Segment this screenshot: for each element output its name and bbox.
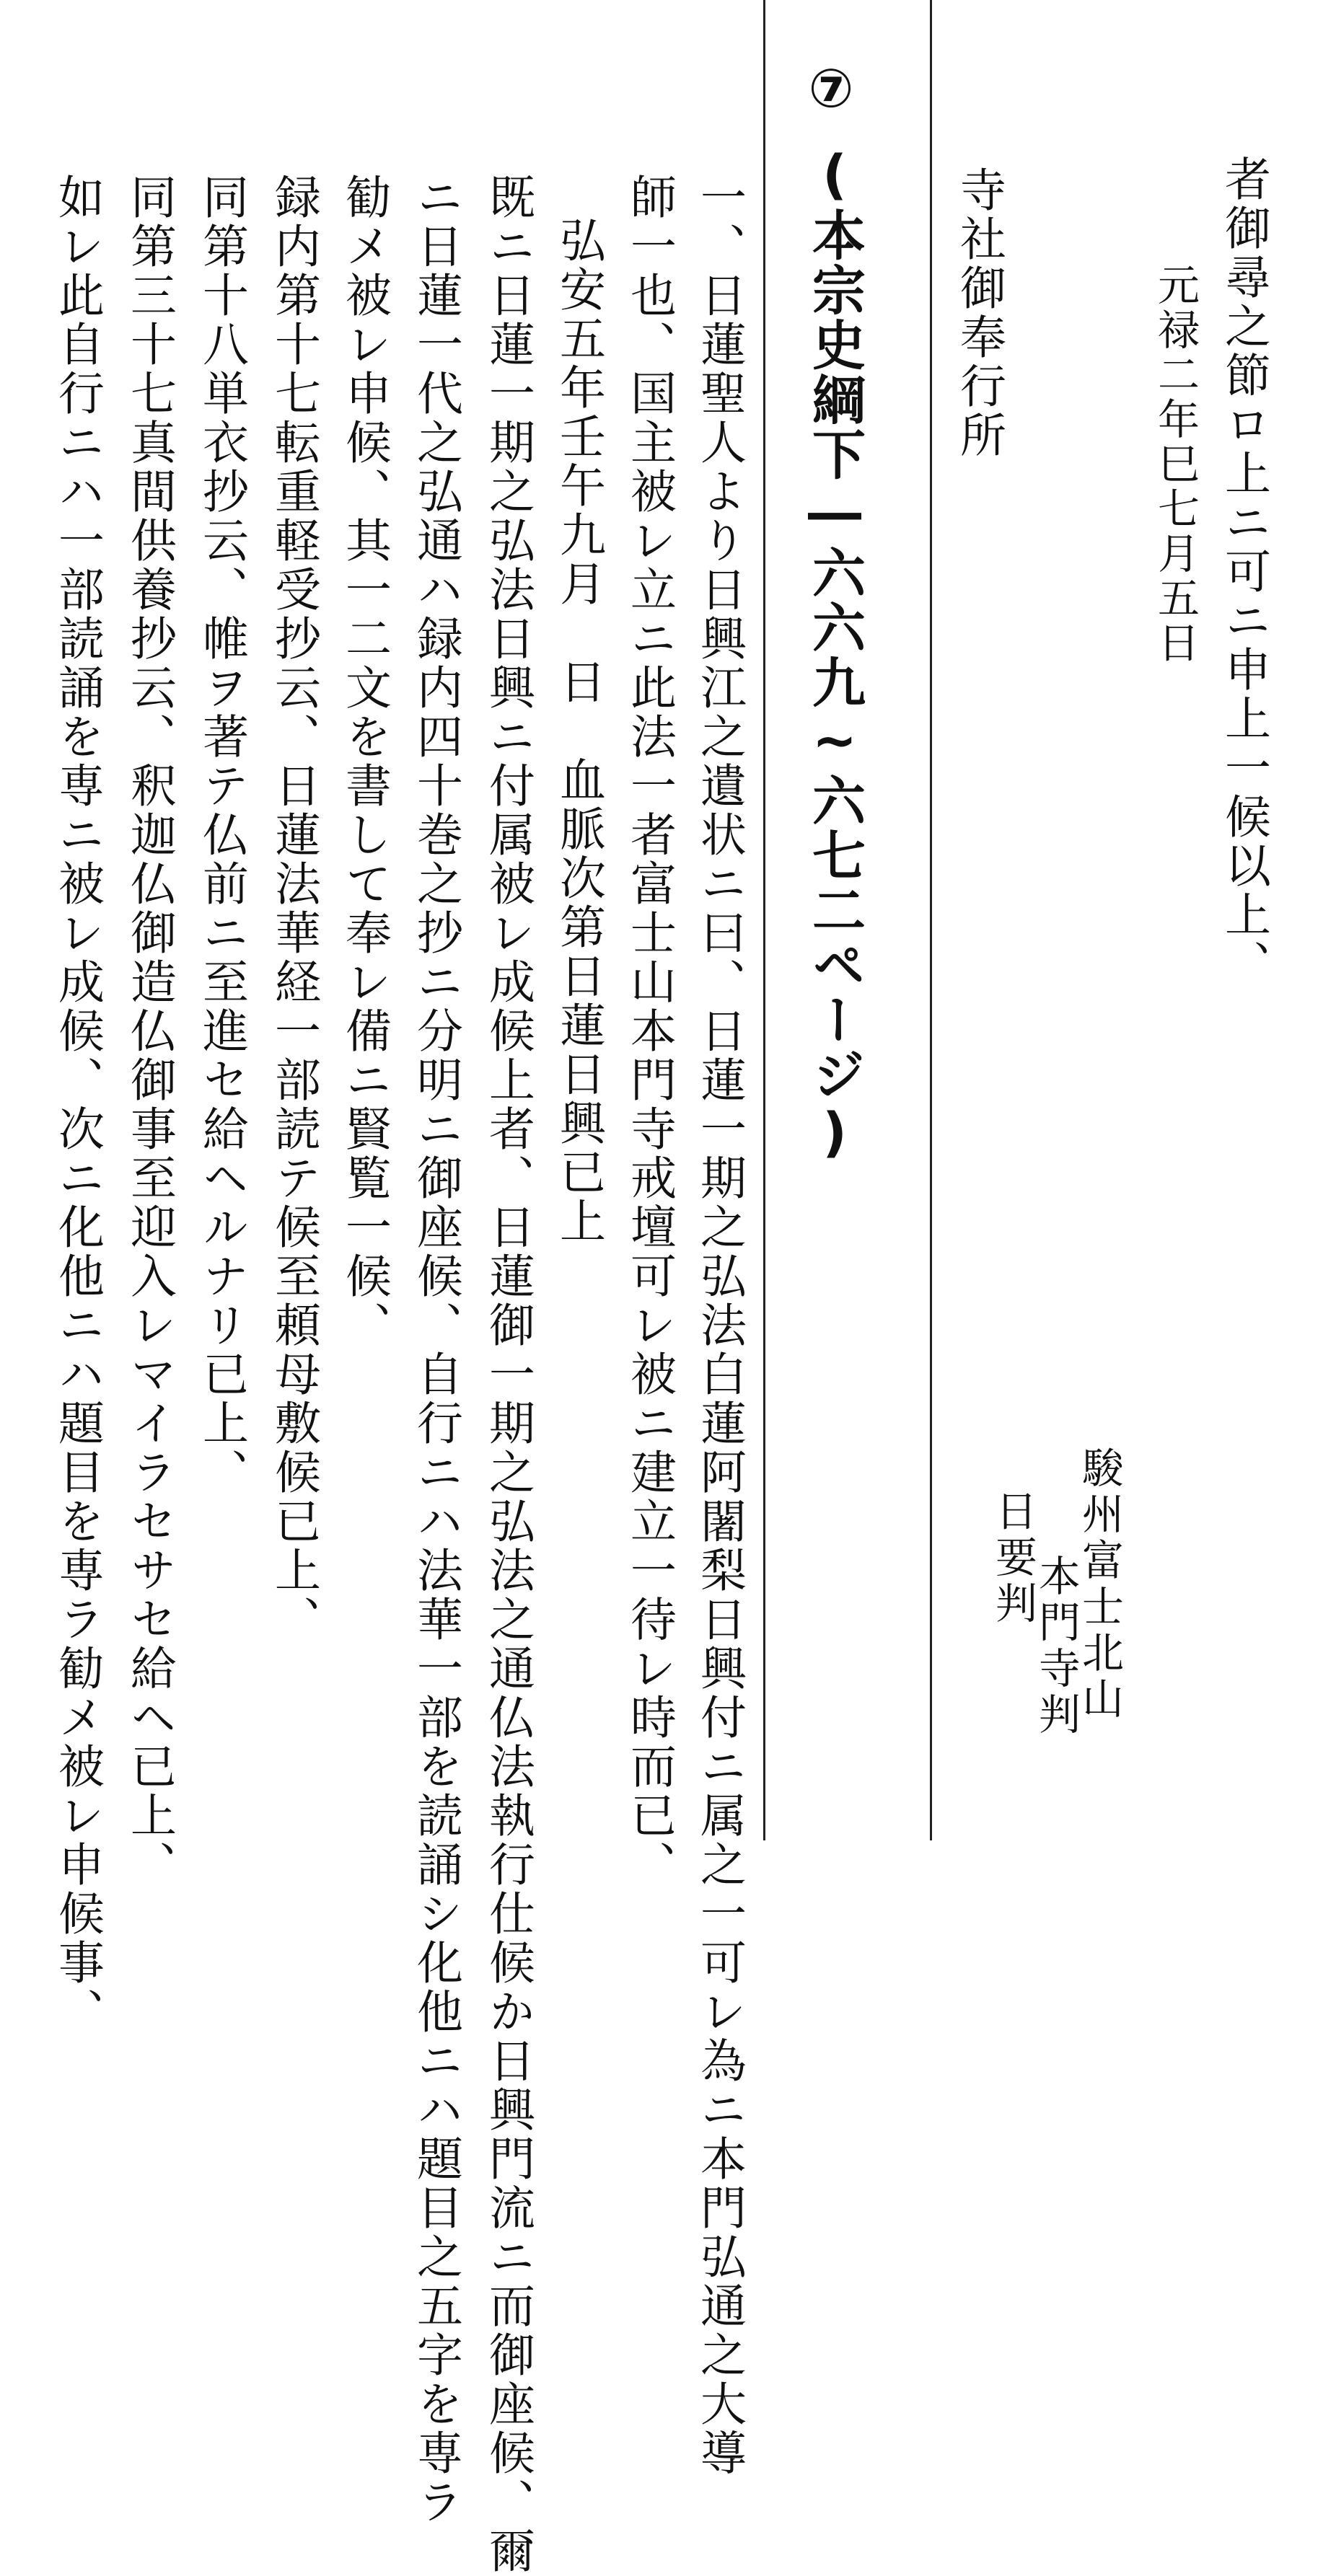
signature-temple: 本門寺判 bbox=[1032, 1554, 1081, 1739]
body-line: 一、日蓮聖人より日興江之遺状ニ曰、日蓮一期之弘法白蓮阿闍梨日興付ニ属之一可レ為ニ本門弘通之大導 bbox=[693, 173, 746, 2478]
section-number: ⑦ bbox=[800, 58, 862, 121]
body-line: 師一也、国主被レ立ニ此法一者富士山本門寺戒壇可レ被ニ建立一待レ時而已、 bbox=[623, 173, 676, 1889]
body-line: 同第三十七真間供養抄云、釈迦仏御造仏御事至迎入レマイラセサセ給ヘ已上、 bbox=[123, 173, 176, 1889]
date-line: 元禄二年巳七月五日 bbox=[1151, 263, 1200, 666]
body-line: 同第十八単衣抄云、帷ヲ著テ仏前ニ至進セ給ヘルナリ已上、 bbox=[195, 173, 248, 1497]
body-line: 既ニ日蓮一期之弘法日興ニ付属被レ成候上者、日蓮御一期之弘法之通仏法執行仕候か日興門流ニ而御座候、爾 bbox=[481, 173, 535, 2576]
signature-location: 駿州富士北山 bbox=[1075, 1446, 1124, 1723]
signature-name: 日要判 bbox=[988, 1489, 1037, 1628]
body-line: 勧メ被レ申候、其一二文を書して奉レ備ニ賢覧一候、 bbox=[338, 173, 391, 1350]
body-line: 弘安五年壬午九月 日 血脈次第日蓮日興已上 bbox=[552, 216, 605, 1246]
addressee-line: 寺社御奉行所 bbox=[952, 166, 1006, 460]
body-line: 録内第十七転重軽受抄云、日蓮法華経一部読テ候至頼母敷候已上、 bbox=[267, 173, 320, 1644]
heading-rule-left bbox=[763, 0, 765, 1840]
body-line: 如レ此自行ニハ一部読誦を専ニ被レ成候、次ニ化他ニハ題目を専ラ勧メ被レ申候事、 bbox=[50, 173, 104, 2037]
body-line: ニ日蓮一代之弘通ハ録内四十巻之抄ニ分明ニ御座候、自行ニハ法華一部を読誦シ化他ニハ題目之五字を専ラ bbox=[409, 173, 462, 2527]
section-title: (本宗史綱下―六六九~六七二ページ) bbox=[804, 144, 866, 1165]
heading-rule-right bbox=[930, 0, 932, 1840]
closing-line: 者御尋之節ロ上ニ可ニ申上一候以上、 bbox=[1217, 155, 1270, 989]
